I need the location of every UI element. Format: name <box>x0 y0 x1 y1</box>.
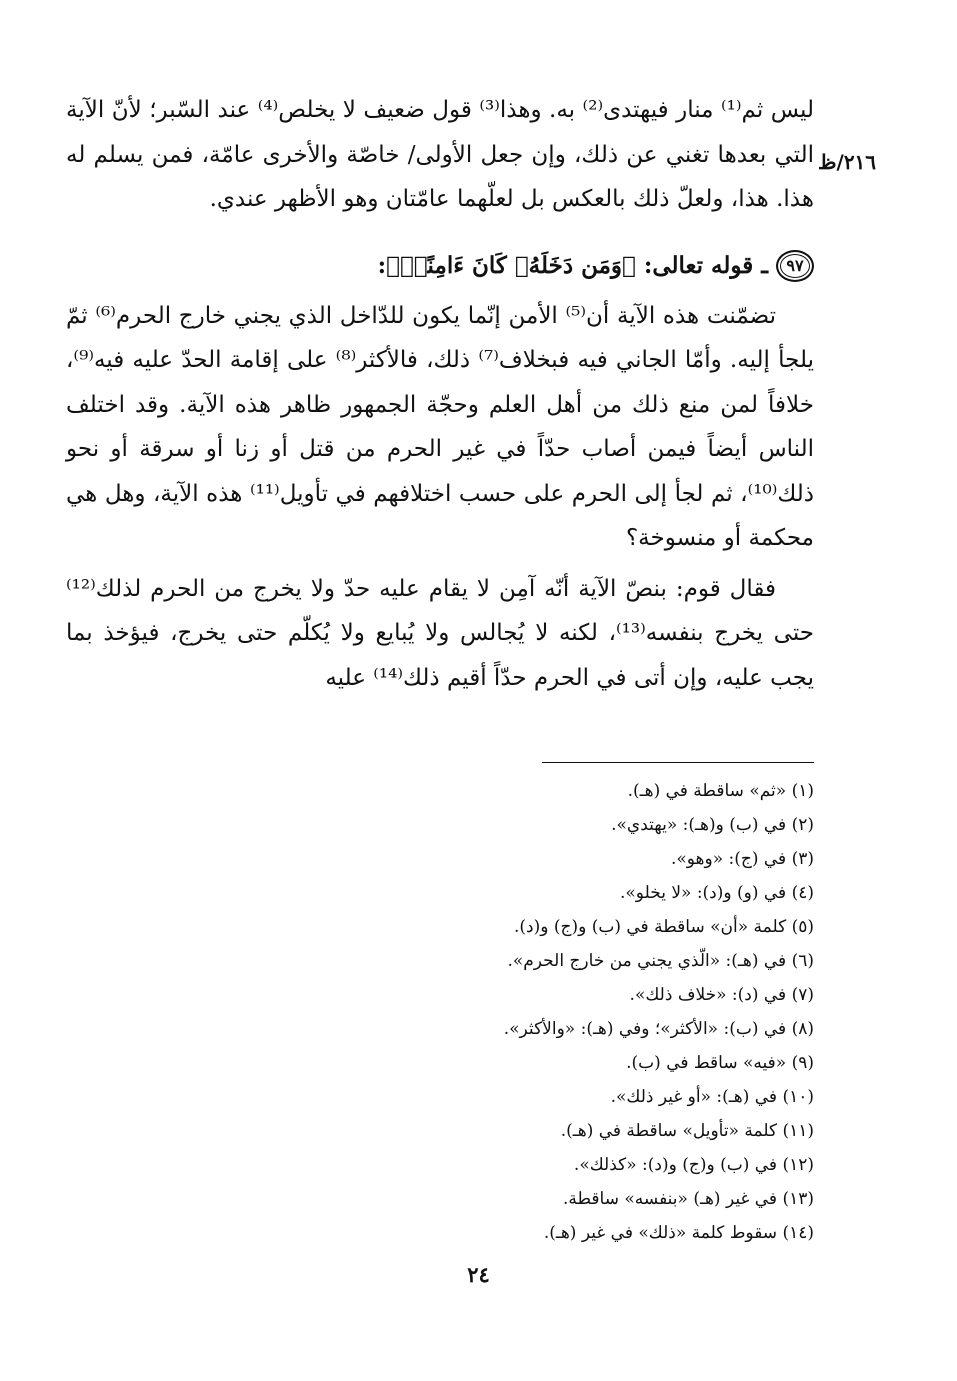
verse-heading-label: ـ قوله تعالى: <box>643 251 768 279</box>
footnotes-list <box>300 774 814 1250</box>
footnote-item: (١) «ثم» ساقطة في (هـ). <box>627 781 814 801</box>
verse-number-badge: ٩٧ <box>776 250 814 282</box>
footnote-separator <box>542 762 814 763</box>
footnote-item: (١٤) سقوط كلمة «ذلك» في غير (هـ). <box>543 1223 814 1243</box>
footnote-item: (١٢) في (ب) و(ج) و(د): «كذلك». <box>573 1155 814 1175</box>
main-text <box>66 88 814 700</box>
footnote-item: (٨) في (ب): «الأكثر»؛ وفي (هـ): «والأكثر». <box>503 1019 814 1039</box>
paragraph-1: ليس ثم⁽¹⁾ منار فيهتدى⁽²⁾ به. وهذا⁽³⁾ قول ضعيف لا يخلص⁽⁴⁾ عند السّبر؛ لأنّ الآية التي بعدها تغني عن ذلك، وإن جعل الأولى/ خاصّة والأخرى عامّة، فمن يسلم له هذا. هذا، ولعلّ ذلك بالعكس بل لعلّهما عامّتان وهو الأظهر عندي. <box>66 97 814 212</box>
footnote-item: (٤) في (و) و(د): «لا يخلو». <box>620 883 814 903</box>
footnote-item: (٧) في (د): «خلاف ذلك». <box>629 985 814 1005</box>
page-number: ٢٤ <box>467 1262 490 1287</box>
footnote-item: (١٣) في غير (هـ) «بنفسه» ساقطة. <box>562 1189 814 1209</box>
paragraph-3: فقال قوم: بنصّ الآية أنّه آمِن لا يقام عليه حدّ ولا يخرج من الحرم لذلك⁽¹²⁾ حتى يخرج بنفسه⁽¹³⁾، لكنه لا يُجالس ولا يُبايع ولا يُكلّم حتى يخرج، فيؤخذ بما يجب عليه، وإن أتى في الحرم حدّاً أقيم ذلك⁽¹⁴⁾ عليه <box>66 575 814 691</box>
marginal-folio-note: ٢١٦/ظ <box>818 150 877 174</box>
quran-verse: ﴿وَمَن دَخَلَهُۥ كَانَ ءَامِنًاۗ﴾: <box>377 251 636 279</box>
footnote-item: (٢) في (ب) و(هـ): «يهتدي». <box>611 815 814 835</box>
verse-heading <box>66 244 814 288</box>
footnote-item: (١١) كلمة «تأويل» ساقطة في (هـ). <box>560 1121 814 1141</box>
footnote-item: (٥) كلمة «أن» ساقطة في (ب) و(ج) و(د). <box>514 917 814 937</box>
paragraph-2: تضمّنت هذه الآية أن⁽⁵⁾ الأمن إنّما يكون للدّاخل الذي يجني خارج الحرم⁽⁶⁾ ثمّ يلجأ إليه. وأمّا الجاني فيه فبخلاف⁽⁷⁾ ذلك، فالأكثر⁽⁸⁾ على إقامة الحدّ عليه فيه⁽⁹⁾، خلافاً لمن منع ذلك من أهل العلم وحجّة الجمهور ظاهر هذه الآية. وقد اختلف الناس أيضاً فيمن أصاب حدّاً في غير الحرم من قتل أو زنا أو سرقة أو نحو ذلك⁽¹⁰⁾، ثم لجأ إلى الحرم على حسب اختلافهم في تأويل⁽¹¹⁾ هذه الآية، وهل هي محكمة أو منسوخة؟ <box>66 302 814 551</box>
footnote-item: (٩) «فيه» ساقط في (ب). <box>626 1053 814 1073</box>
footnote-item: (١٠) في (هـ): «أو غير ذلك». <box>610 1087 814 1107</box>
footnote-item: (٣) في (ج): «وهو». <box>670 849 814 869</box>
footnote-item: (٦) في (هـ): «الّذي يجني من خارج الحرم». <box>507 951 814 971</box>
